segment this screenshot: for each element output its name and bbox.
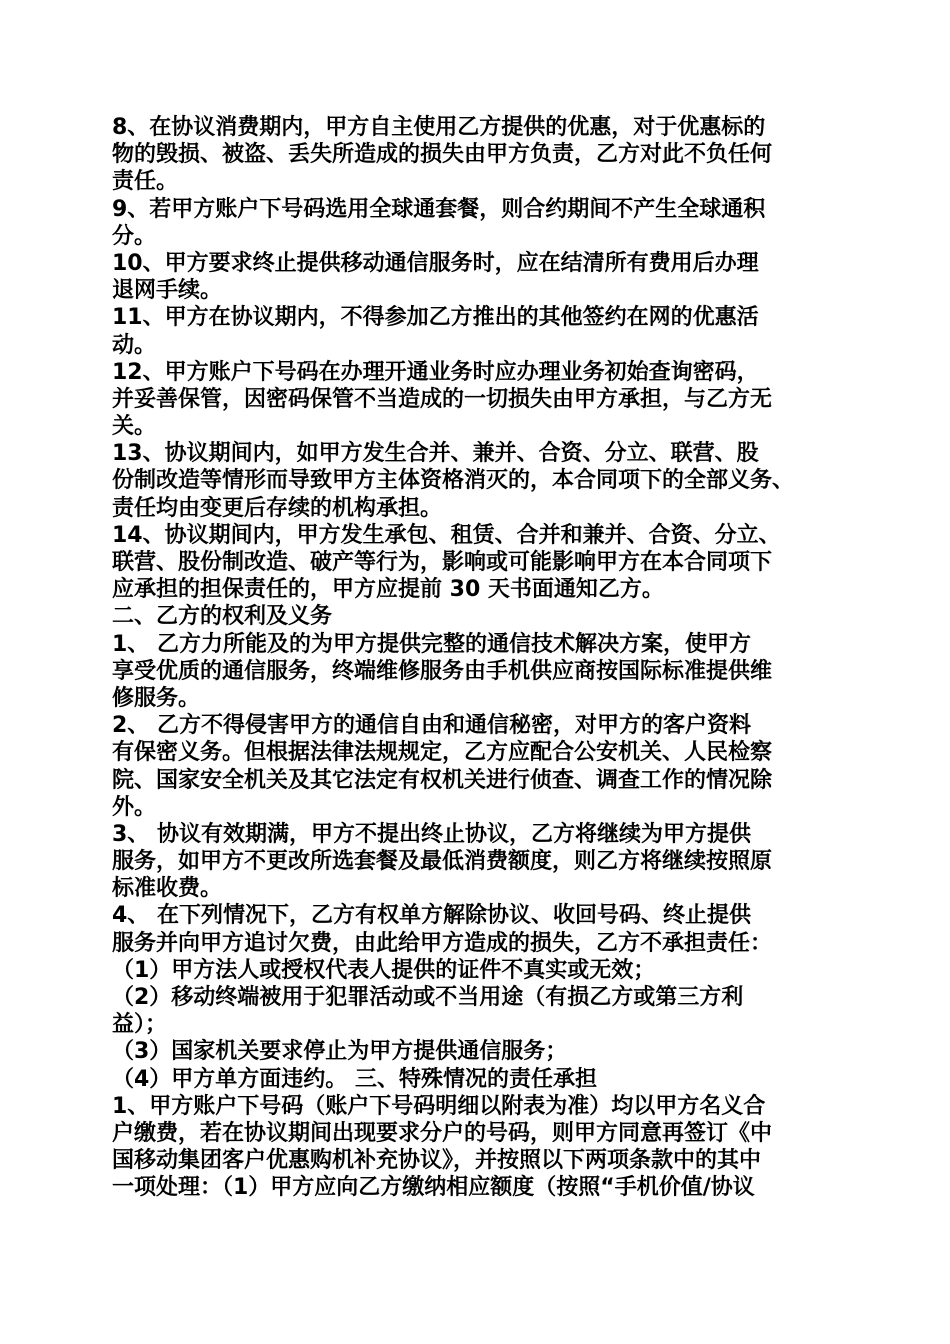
text-line: 外。 (112, 794, 157, 820)
text-line: 3、 协议有效期满，甲方不提出终止协议，乙方将继续为甲方提供 (112, 821, 751, 847)
text-line: 12、甲方账户下号码在办理开通业务时应办理业务初始查询密码， (112, 359, 759, 385)
text-line: 户缴费，若在协议期间出现要求分户的号码，则甲方同意再签订《中 (112, 1120, 773, 1146)
text-line: 11、甲方在协议期内，不得参加乙方推出的其他签约在网的优惠活 (112, 305, 759, 331)
text-line: （1）甲方法人或授权代表人提供的证件不真实或无效； (112, 957, 656, 983)
text-line: 服务，如甲方不更改所选套餐及最低消费额度，则乙方将继续按照原 (112, 849, 773, 875)
text-line: 一项处理：（1）甲方应向乙方缴纳相应额度（按照“手机价值/协议 (112, 1175, 755, 1201)
text-line: （2）移动终端被用于犯罪活动或不当用途（有损乙方或第三方利 (112, 985, 744, 1010)
text-line: 联营、股份制改造、破产等行为，影响或可能影响甲方在本合同项下 (112, 550, 773, 575)
text-line: 益）； (112, 1012, 168, 1038)
text-line: 13、协议期间内，如甲方发生合并、兼并、合资、分立、联营、股 (112, 441, 759, 467)
text-line: 有保密义务。但根据法律法规规定，乙方应配合公安机关、人民检察 (112, 740, 773, 766)
text-line: 并妥善保管，因密码保管不当造成的一切损失由甲方承担，与乙方无 (112, 386, 773, 412)
text-line: 分。 (112, 223, 157, 249)
text-line: 院、国家安全机关及其它法定有权机关进行侦查、调查工作的情况除 (112, 767, 773, 793)
text-line: 2、 乙方不得侵害甲方的通信自由和通信秘密，对甲方的客户资料 (112, 713, 751, 739)
text-line: 1、 乙方力所能及的为甲方提供完整的通信技术解决方案，使甲方 (112, 631, 751, 657)
text-line: 14、协议期间内，甲方发生承包、租赁、合并和兼并、合资、分立、 (112, 522, 781, 548)
text-line: 修服务。 (112, 685, 201, 711)
text-line: 责任均由变更后存续的机构承担。 (112, 495, 443, 521)
text-line: （4）甲方单方面违约。 三、特殊情况的责任承担 (112, 1066, 597, 1092)
text-line: 享受优质的通信服务，终端维修服务由手机供应商按国际标准提供维 (112, 658, 773, 684)
text-line: 10、甲方要求终止提供移动通信服务时，应在结清所有费用后办理 (112, 250, 759, 276)
text-line: 1、甲方账户下号码（账户下号码明细以附表为准）均以甲方名义合 (112, 1093, 766, 1119)
text-line: 份制改造等情形而导致甲方主体资格消灭的，本合同项下的全部义务、 (112, 468, 795, 494)
text-line: 8、在协议消费期内，甲方自主使用乙方提供的优惠，对于优惠标的 (112, 115, 766, 140)
text-line: 标准收费。 (112, 876, 223, 902)
text-line: 关。 (112, 414, 157, 440)
text-line: 国移动集团客户优惠购机补充协议》，并按照以下两项条款中的其中 (112, 1148, 762, 1174)
text-line: 退网手续。 (112, 278, 223, 304)
text-line: 物的毁损、被盗、丢失所造成的损失由甲方负责，乙方对此不负任何 (112, 142, 773, 168)
text-line: 服务并向甲方追讨欠费，由此给甲方造成的损失，乙方不承担责任： (112, 930, 773, 956)
text-line: 9、若甲方账户下号码选用全球通套餐，则合约期间不产生全球通积 (112, 196, 766, 222)
text-line: （3）国家机关要求停止为甲方提供通信服务； (112, 1039, 568, 1065)
section-heading: 二、乙方的权利及义务 (112, 604, 333, 630)
text-line: 4、 在下列情况下，乙方有权单方解除协议、收回号码、终止提供 (112, 903, 751, 929)
text-line: 责任。 (112, 169, 179, 195)
text-line: 动。 (112, 332, 157, 358)
document-body (112, 114, 842, 1202)
text-line: 应承担的担保责任的，甲方应提前 30 天书面通知乙方。 (112, 577, 664, 603)
